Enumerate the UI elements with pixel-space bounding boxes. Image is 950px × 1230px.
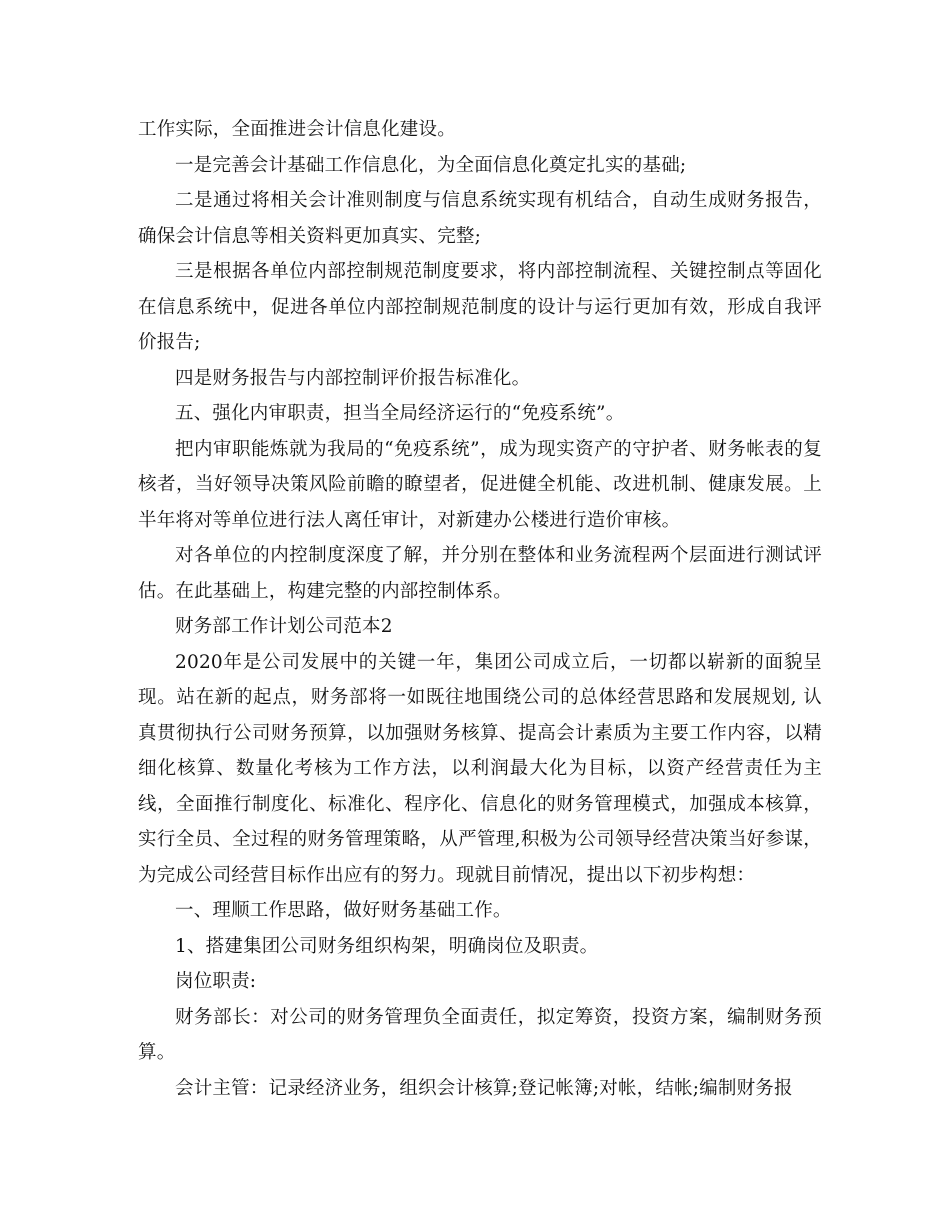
section-heading: 一、理顺工作思路，做好财务基础工作。: [175, 900, 512, 921]
paragraph: 二是通过将相关会计准则制度与信息系统实现有机结合，自动生成财务报告，确保会计信息等相关资料更加真实、完整;: [138, 190, 822, 247]
paragraph: 财务部长：对公司的财务管理负全面责任，拟定筹资，投资方案，编制财务预算。: [138, 1006, 822, 1063]
document-subtitle: 财务部工作计划公司范本2: [175, 616, 393, 637]
paragraph: 对各单位的内控制度深度了解，并分别在整体和业务流程两个层面进行测试评估。在此基础上，构建完整的内部控制体系。: [138, 545, 822, 602]
paragraph: 2020年是公司发展中的关键一年，集团公司成立后，一切都以崭新的面貌呈现。站在新的起点，财务部将一如既往地围绕公司的总体经营思路和发展规划, 认真贯彻执行公司财务预算，以加强财务核算、提高会计素质为主要工作内容，以精细化核算、数量化考核为工作方法，以利润最大化为目标，以资产经营责任为主线，全面推行制度化、标准化、程序化、信息化的财务管理模式，加强成本核算，实行全员、全过程的财务管理策略，从严管理,积极为公司领导经营决策当好参谋，为完成公司经营目标作出应有的努力。现就目前情况，提出以下初步构想：: [138, 651, 822, 886]
section-heading: 五、强化内审职责，担当全局经济运行的“免疫系统”。: [175, 403, 625, 424]
paragraph: 四是财务报告与内部控制评价报告标准化。: [175, 367, 531, 389]
paragraph: 会计主管：记录经济业务，组织会计核算;登记帐簿;对帐，结帐;编制财务报: [175, 1077, 793, 1099]
paragraph: 三是根据各单位内部控制规范制度要求，将内部控制流程、关键控制点等固化在信息系统中，促进各单位内部控制规范制度的设计与运行更加有效，形成自我评价报告;: [138, 261, 822, 353]
paragraph: 岗位职责:: [175, 971, 257, 992]
paragraph: 把内审职能炼就为我局的“免疫系统”，成为现实资产的守护者、财务帐表的复核者，当好领导决策风险前瞻的瞭望者，促进健全机能、改进机制、健康发展。上半年将对等单位进行法人离任审计，对新建办公楼进行造价审核。: [138, 438, 822, 531]
paragraph: 一是完善会计基础工作信息化，为全面信息化奠定扎实的基础;: [175, 154, 687, 176]
paragraph: 1、搭建集团公司财务组织构架，明确岗位及职责。: [175, 935, 599, 957]
document-body: [138, 112, 822, 1106]
paragraph: 工作实际，全面推进会计信息化建设。: [138, 119, 456, 140]
